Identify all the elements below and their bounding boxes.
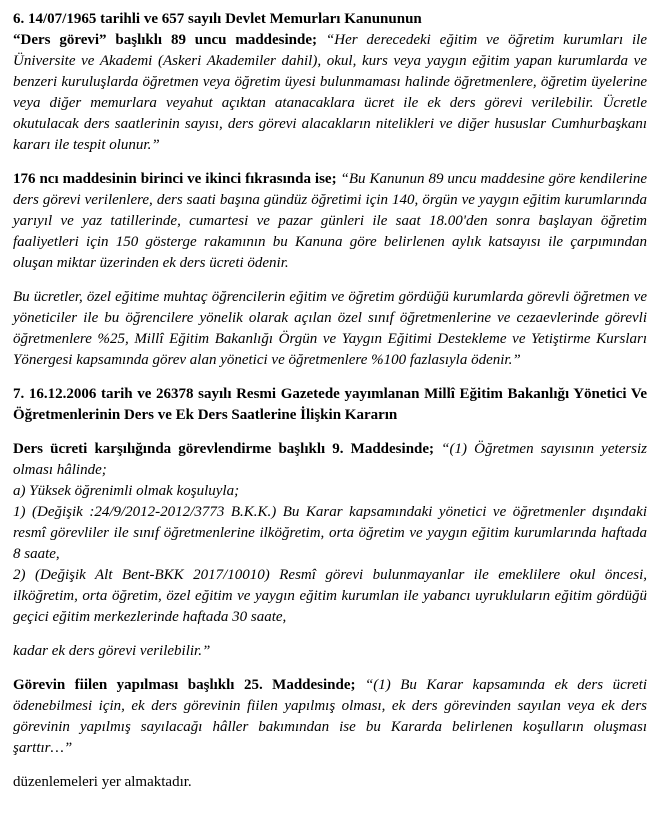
section-6-heading: 6. 14/07/1965 tarihli ve 657 sayılı Devlet Memurları Kanununun [13, 11, 422, 27]
document-closing-line: düzenlemeleri yer almaktadır. [13, 774, 192, 790]
article-89-paragraph [13, 30, 647, 156]
article-9-item-a: a) Yüksek öğrenimli olmak koşuluyla; [13, 483, 240, 499]
article-25-lead: Görevin fiilen yapılması başlıklı 25. Maddesinde; [13, 677, 356, 693]
article-9-block [13, 439, 647, 628]
article-176-quote-part-1: “Bu Kanunun 89 uncu maddesine göre kendilerine ders görevi verilenlere, ders saati başına gündüz öğretimi için 140, örgün ve yaygın eğitim kurumlarında yarıyıl ve yaz tatillerinde, cumartesi ve pazar günleri ile saat 18.00'den sonra başlayan öğretim faaliyetleri için 150 gösterge rakamının bu Kanuna göre belirlenen aylık katsayısı ile çarpımından oluşan miktar üzerinden ek ders ücreti ödenir. [13, 171, 648, 271]
article-89-quote: “Her derecedeki eğitim ve öğretim kurumları ile Üniversite ve Akademi (Askeri Akademiler dahil), okul, kurs veya yaygın eğitim yapan kurumlarda ve benzeri kuruluşlarda öğretmen veya öğretim üyesi bulunmaması halinde öğretmenlere, öğretim üyelerine veya diğer memurlara veyahut açıktan atanacaklara ücret ile ek ders görevi verilebilir. Ücretle okutulacak ders saatlerinin sayısı, ders görevi alacakların nitelikleri ve diğer hususlar Cumhurbaşkanı kararı ile tespit olunur.” [13, 32, 647, 153]
article-176-quote-part-2: Bu ücretler, özel eğitime muhtaç öğrencilerin eğitim ve öğretim gördüğü kurumlarda görevli öğretmen ve yöneticiler ile bu öğrencilere yönelik olarak açılan özel sınıf öğretmenlerine ve cezaevlerinde görevli öğretmenlere %25, Millî Eğitim Bakanlığı Örgün ve Yaygın Eğitimi Destekleme ve Yetiştirme Kursları Yönergesi kapsamında görev alan yönetici ve öğretmenlere %100 fazlasıyla ödenir.” [13, 289, 647, 368]
section-7-heading: 7. 16.12.2006 tarih ve 26378 sayılı Resmi Gazetede yayımlanan Millî Eğitim Bakanlığı Yönetici Ve Öğretmenlerinin Ders ve Ek Ders Saatlerine İlişkin Kararın [13, 386, 647, 423]
article-9-paragraph [13, 439, 647, 481]
article-25-paragraph [13, 675, 647, 759]
article-9-closing: kadar ek ders görevi verilebilir.” [13, 643, 211, 659]
article-9-intro: “(1) Öğretmen sayısının yetersiz olması hâlinde; [13, 441, 648, 478]
article-176-paragraph-1 [13, 169, 647, 274]
article-89-lead: “Ders görevi” başlıklı 89 uncu maddesinde; [13, 32, 318, 48]
article-176-lead: 176 ncı maddesinin birinci ve ikinci fıkrasında ise; [13, 171, 337, 187]
article-9-item-2: 2) (Değişik Alt Bent-BKK 2017/10010) Resmî görevi bulunmayanlar ile emeklilere okul öncesi, ilköğretim, orta öğretim, özel eğitim ve yaygın eğitim kurumlan ile yabancı uyrukluların eğitim gördüğü geçici eğitim merkezlerinde haftada 30 saate, [13, 567, 647, 625]
article-9-lead: Ders ücreti karşılığında görevlendirme başlıklı 9. Maddesinde; [13, 441, 435, 457]
article-25-quote: “(1) Bu Karar kapsamında ek ders ücreti ödenebilmesi için, ek ders görevinin fiilen yapılmış olması, ek ders görevinden sayılan veya ek ders görevinin yapılmış sayılacağı hâller bakımından ise bu Kararda belirlenen koşulların oluşması şarttır…” [13, 677, 647, 756]
article-9-item-1: 1) (Değişik :24/9/2012-2012/3773 B.K.K.) Bu Karar kapsamındaki yönetici ve öğretmenler dışındaki resmî görevliler ile sınıf öğretmenlerine ilköğretim, orta öğretim ve yaygın eğitim kurumlarında haftada 8 saate, [13, 504, 647, 562]
